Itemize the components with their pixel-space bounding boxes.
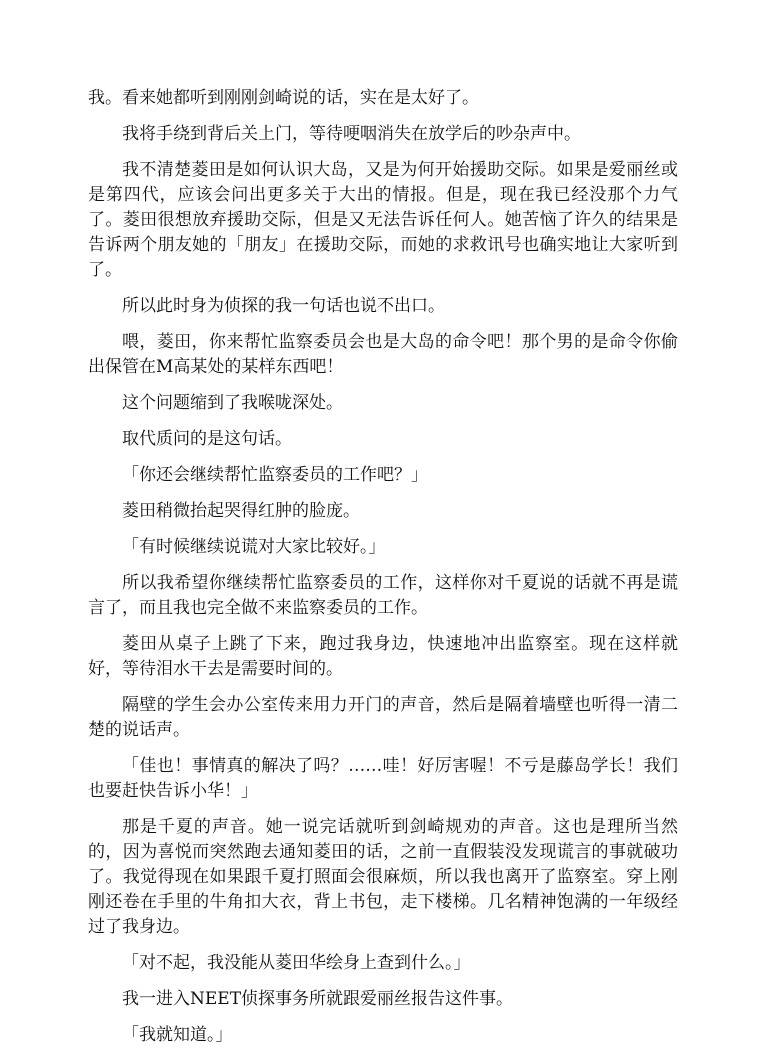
paragraph: 我将手绕到背后关上门，等待哽咽消失在放学后的吵杂声中。 bbox=[122, 124, 581, 144]
paragraph: 取代质问的是这句话。 bbox=[122, 429, 292, 449]
paragraph: 我不清楚菱田是如何认识大岛，又是为何开始援助交际。如果是爱丽丝或是第四代，应该会问出更多关于大出的情报。但是，现在我已经没那个力气了。菱田很想放弃援助交际，但是又无法告诉任何人。她苦恼了许久的结果是告诉两个朋友她的「朋友」在援助交际，而她的求救讯号也确实地让大家听到了。 bbox=[88, 160, 678, 280]
paragraph: 菱田稍微抬起哭得红肿的脸庞。 bbox=[122, 501, 360, 521]
paragraph: 那是千夏的声音。她一说完话就听到剑崎规劝的声音。这也是理所当然的，因为喜悦而突然跑去通知菱田的话，之前一直假装没发现谎言的事就破功了。我觉得现在如果跟千夏打照面会很麻烦，所以我也离开了监察室。穿上刚刚还卷在手里的牛角扣大衣，背上书包，走下楼梯。几名精神饱满的一年级经过了我身边。 bbox=[88, 817, 678, 937]
paragraph: 我。看来她都听到刚刚剑崎说的话，实在是太好了。 bbox=[88, 88, 479, 108]
dialogue-line: 「我就知道。」 bbox=[122, 1025, 233, 1045]
paragraph: 我一进入NEET侦探事务所就跟爱丽丝报告这件事。 bbox=[122, 989, 514, 1009]
paragraph: 隔壁的学生会办公室传来用力开门的声音，然后是隔着墙壁也听得一清二楚的说话声。 bbox=[88, 695, 678, 740]
paragraph: 所以此时身为侦探的我一句话也说不出口。 bbox=[122, 296, 445, 316]
dialogue-line: 「有时候继续说谎对大家比较好。」 bbox=[122, 537, 386, 557]
paragraph: 这个问题缩到了我喉咙深处。 bbox=[122, 393, 343, 413]
paragraph: 喂，菱田，你来帮忙监察委员会也是大岛的命令吧！那个男的是命令你偷出保管在M高某处的某样东西吧！ bbox=[88, 332, 678, 377]
dialogue-line: 「佳也！事情真的解决了吗？……哇！好厉害喔！不亏是藤岛学长！我们也要赶快告诉小华！」 bbox=[88, 756, 678, 801]
dialogue-line: 「对不起，我没能从菱田华绘身上查到什么。」 bbox=[122, 953, 471, 973]
paragraph: 所以我希望你继续帮忙监察委员的工作，这样你对千夏说的话就不再是谎言了，而且我也完全做不来监察委员的工作。 bbox=[88, 573, 678, 618]
paragraph: 菱田从桌子上跳了下来，跑过我身边，快速地冲出监察室。现在这样就好，等待泪水干去是需要时间的。 bbox=[88, 634, 678, 679]
dialogue-line: 「你还会继续帮忙监察委员的工作吧？」 bbox=[122, 465, 428, 485]
novel-page bbox=[88, 86, 678, 1059]
